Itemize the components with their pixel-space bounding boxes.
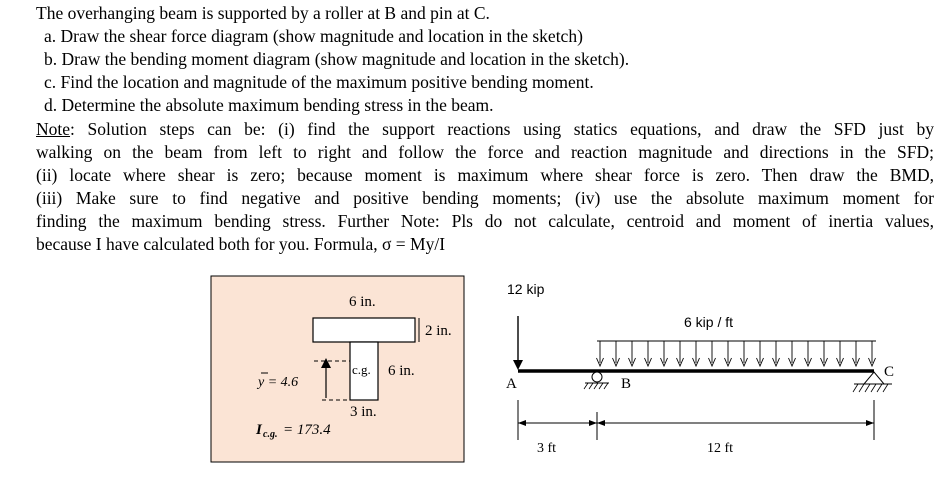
dim-arrow-b-right-icon xyxy=(597,420,605,426)
span-bc-label: 12 ft xyxy=(707,441,734,456)
support-a-label: A xyxy=(506,376,517,392)
item-a: a. Draw the shear force diagram (show magnitude and location in the sketch) xyxy=(44,26,583,46)
web-width-label: 3 in. xyxy=(350,404,377,420)
ybar-label: y = 4.6 xyxy=(258,375,299,390)
dim-arrow-b-left-icon xyxy=(589,420,597,426)
dim-arrow-a-icon xyxy=(518,420,526,426)
beam-diagram xyxy=(506,281,894,456)
problem-title: The overhanging beam is supported by a roller at B and pin at C. xyxy=(36,3,490,23)
note-label: Note xyxy=(36,119,71,139)
cross-section-panel xyxy=(211,276,464,462)
inertia-label: I xyxy=(256,422,262,438)
point-load-label: 12 kip xyxy=(507,281,545,297)
pin-hatch-icon xyxy=(853,384,888,392)
flange-thickness-label: 2 in. xyxy=(425,323,452,339)
support-c-label: C xyxy=(884,364,895,380)
note-line-6: because I have calculated both for you. Formula, σ = My/I xyxy=(36,234,446,254)
item-c: c. Find the location and magnitude of the maximum positive bending moment. xyxy=(44,72,594,92)
span-ab-label: 3 ft xyxy=(537,441,557,456)
note-line-2: walking on the beam from left to right and follow the force and reaction magnitude and directions in the SFD; xyxy=(36,142,934,162)
roller-support-b xyxy=(584,372,609,389)
section-background xyxy=(211,276,464,462)
note-text-1: : Solution steps can be: (i) find the support reactions using statics equations, and draw the SFD just by xyxy=(70,119,934,139)
roller-icon xyxy=(592,372,602,382)
pin-triangle-icon xyxy=(864,372,884,384)
distributed-load-label: 6 kip / ft xyxy=(684,314,734,330)
roller-hatch-icon xyxy=(584,383,608,389)
dim-arrow-c-icon xyxy=(866,420,874,426)
item-d: d. Determine the absolute maximum bending stress in the beam. xyxy=(44,95,494,115)
flange-width-label: 6 in. xyxy=(349,294,376,310)
inertia-value: = 173.4 xyxy=(283,422,331,438)
support-b-label: B xyxy=(621,376,632,392)
flange-rect xyxy=(313,318,415,342)
inertia-subscript: c.g. xyxy=(263,429,278,440)
dimension-lines xyxy=(518,400,874,456)
distributed-load-arrows xyxy=(597,341,876,366)
item-b: b. Draw the bending moment diagram (show magnitude and location in the sketch). xyxy=(44,49,630,69)
web-height-label: 6 in. xyxy=(388,363,415,379)
point-load-arrow-icon xyxy=(513,360,523,370)
note-line-4: (iii) Make sure to find negative and positive bending moments; (iv) use the absolute maximum moment for xyxy=(36,188,934,208)
cg-label: c.g. xyxy=(352,362,371,377)
note-line-3: (ii) locate where shear is zero; because moment is maximum where shear force is zero. Then draw the BMD, xyxy=(36,165,934,185)
note-line-5: finding the maximum bending stress. Further Note: Pls do not calculate, centroid and moment of inertia values, xyxy=(36,211,934,231)
